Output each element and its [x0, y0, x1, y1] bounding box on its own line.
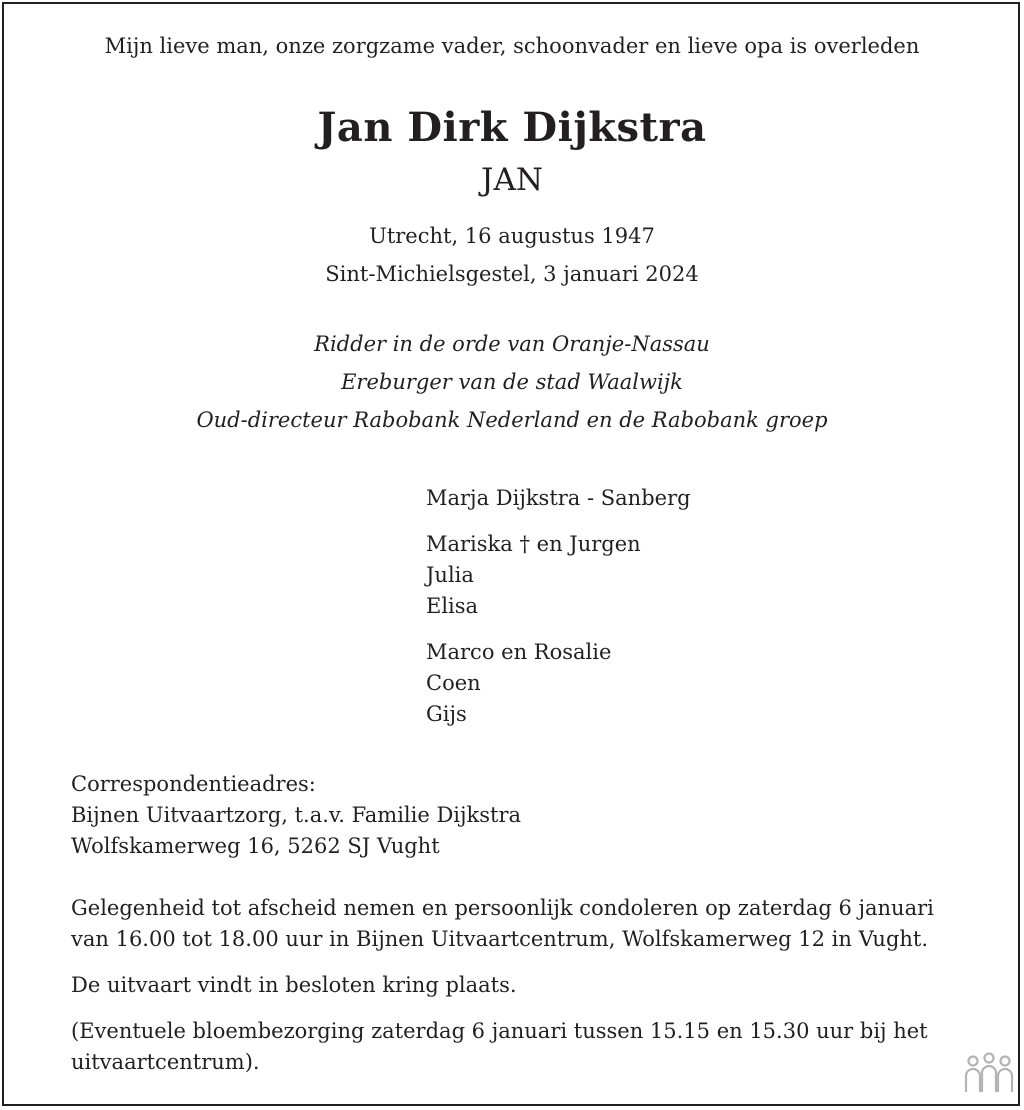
farewell-text: van 16.00 tot 18.00 uur in Bijnen Uitvaartcentrum, Wolfskamerweg 12 in Vught. [71, 927, 929, 951]
correspondence-line: Bijnen Uitvaartzorg, t.a.v. Familie Dijkstra [71, 803, 522, 827]
family-member: Julia [426, 563, 474, 587]
correspondence-label: Correspondentieadres: [71, 772, 316, 796]
family-figures-icon [963, 1052, 1015, 1096]
flowers-text: uitvaartcentrum). [71, 1050, 260, 1074]
intro-text: Mijn lieve man, onze zorgzame vader, schoonvader en lieve opa is overleden [104, 34, 920, 58]
family-member: Mariska † en Jurgen [426, 532, 641, 556]
family-member: Coen [426, 671, 481, 695]
nickname: JAN [481, 162, 543, 198]
birth-line: Utrecht, 16 augustus 1947 [369, 224, 655, 248]
family-member: Elisa [426, 594, 479, 618]
correspondence-line: Wolfskamerweg 16, 5262 SJ Vught [71, 834, 440, 858]
family-member: Marco en Rosalie [426, 640, 612, 664]
death-line: Sint-Michielsgestel, 3 januari 2024 [325, 262, 699, 286]
family-member: Gijs [426, 702, 467, 726]
honor-line: Ridder in de orde van Oranje-Nassau [314, 332, 710, 356]
farewell-text: Gelegenheid tot afscheid nemen en persoonlijk condoleren op zaterdag 6 januari [71, 896, 934, 920]
funeral-text: De uitvaart vindt in besloten kring plaats. [71, 973, 517, 997]
flowers-text: (Eventuele bloembezorging zaterdag 6 januari tussen 15.15 en 15.30 uur bij het [71, 1019, 928, 1043]
deceased-name: Jan Dirk Dijkstra [317, 104, 707, 151]
honor-line: Ereburger van de stad Waalwijk [341, 370, 683, 394]
spouse-name: Marja Dijkstra - Sanberg [426, 486, 691, 510]
honor-line: Oud-directeur Rabobank Nederland en de Rabobank groep [196, 408, 828, 432]
